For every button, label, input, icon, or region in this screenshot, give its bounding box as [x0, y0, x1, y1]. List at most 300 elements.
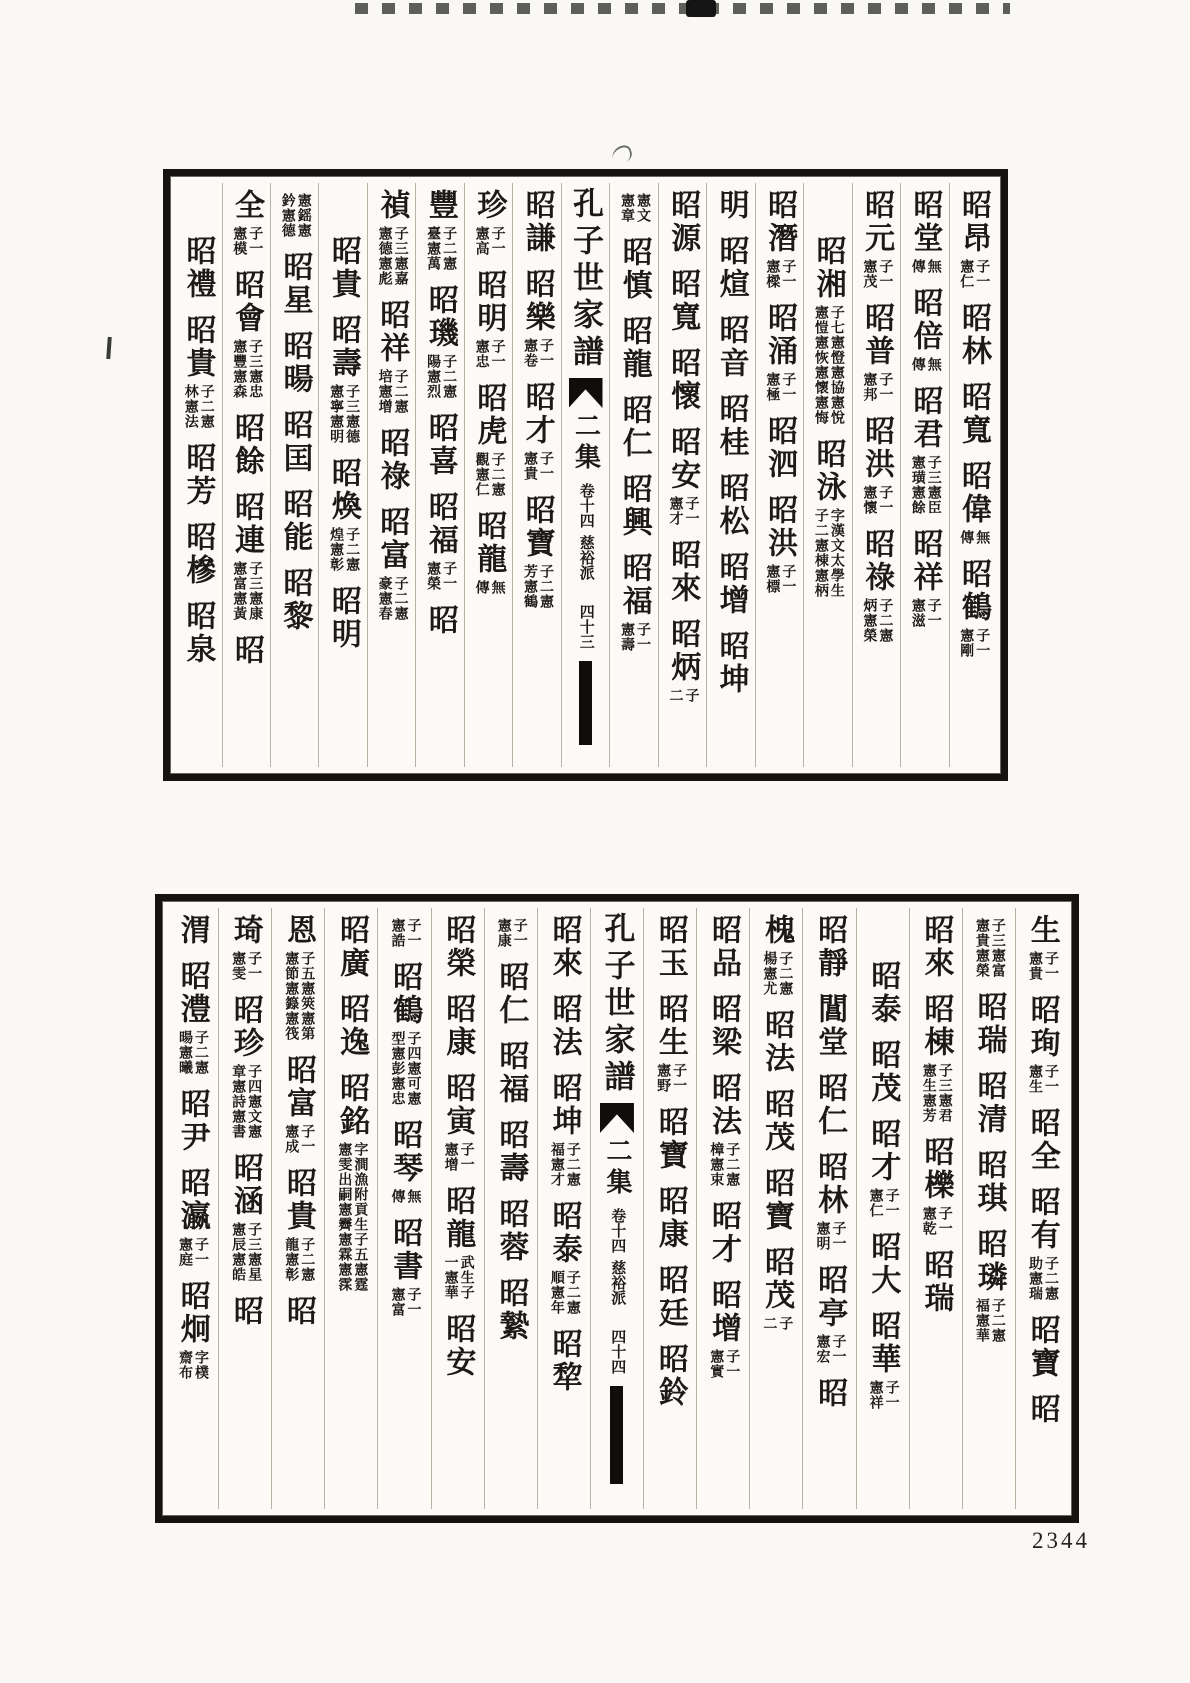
descendants-note — [867, 1380, 899, 1410]
descendants-note — [1026, 1064, 1058, 1094]
note-line: 子一 — [405, 918, 421, 948]
person-name: 昭華 — [866, 1310, 900, 1376]
descendants-note — [707, 1142, 739, 1187]
descendants-note — [813, 1334, 845, 1364]
genealogy-column — [1015, 908, 1068, 1509]
descendants-note — [763, 259, 795, 289]
note-line: 子一 — [1042, 1064, 1058, 1094]
person-name: 昭源 — [666, 189, 700, 255]
person-entry — [230, 189, 262, 256]
person-name: 昭寬 — [666, 268, 700, 334]
person-entry — [182, 521, 214, 587]
person-name: 昭茂 — [760, 1088, 794, 1154]
person-entry — [1026, 914, 1058, 981]
note-line: 子二憲 — [777, 951, 793, 996]
person-entry — [812, 235, 844, 425]
note-line: 一憲華 — [442, 1255, 458, 1300]
note-line: 型憲彭憲忠 — [389, 1031, 405, 1106]
person-name: 昭貴 — [181, 314, 215, 380]
person-name: 昭壽 — [326, 314, 360, 380]
note-line: 子一 — [538, 338, 554, 368]
person-entry — [707, 914, 739, 980]
person-entry — [761, 1167, 793, 1233]
note-line: 助憲瑞 — [1026, 1256, 1042, 1301]
person-entry — [548, 914, 580, 980]
note-line: 子一 — [671, 1063, 687, 1093]
person-name: 昭銘 — [335, 1072, 369, 1138]
person-name: 昭茂 — [760, 1246, 794, 1312]
person-entry — [763, 494, 795, 594]
person-name: 昭君 — [908, 385, 942, 451]
person-entry — [473, 510, 505, 595]
person-entry — [442, 1072, 474, 1172]
person-entry — [442, 1185, 474, 1300]
person-entry — [666, 618, 698, 703]
note-line: 憲康 — [495, 918, 511, 948]
descendants-note — [521, 338, 553, 368]
descendants-note — [521, 564, 553, 609]
note-line: 子二憲 — [392, 369, 408, 414]
person-name: 昭祥 — [375, 299, 409, 365]
note-line: 無 — [489, 580, 505, 595]
note-line: 樟憲束 — [708, 1142, 724, 1187]
person-name: 昭福 — [494, 1040, 528, 1106]
note-line: 憲明 — [814, 1221, 830, 1251]
person-entry — [909, 287, 941, 372]
note-line: 子二憲 — [441, 354, 457, 399]
person-name: 昭龍 — [441, 1185, 475, 1251]
note-line: 字樸 — [192, 1350, 208, 1380]
person-entry — [867, 1118, 899, 1218]
descendants-note — [229, 1222, 261, 1282]
note-line: 憲卷 — [522, 338, 538, 368]
genealogy-column — [512, 183, 560, 767]
note-line: 子一 — [883, 1188, 899, 1218]
person-name: 昭鶴 — [388, 961, 422, 1027]
descendants-note — [763, 372, 795, 402]
descendants-note — [230, 226, 262, 256]
person-entry — [495, 1040, 527, 1106]
descendants-note — [548, 1142, 580, 1187]
person-entry — [327, 235, 359, 301]
person-name: 昭福 — [423, 491, 457, 557]
person-entry — [327, 314, 359, 444]
note-line: 憲榮 — [425, 561, 441, 591]
person-name: 昭澧 — [175, 960, 209, 1026]
note-line: 子一 — [683, 496, 699, 526]
note-line: 憲雯出嗣憲霽憲霖憲霂 — [336, 1142, 352, 1292]
person-name: 昭榮 — [441, 914, 475, 980]
overflow-note-entry — [495, 914, 527, 948]
descendants-note — [376, 226, 408, 286]
person-name: 昭琪 — [972, 1149, 1006, 1215]
person-name: 昭富 — [375, 506, 409, 572]
person-entry — [376, 506, 408, 621]
note-line: 傳 — [389, 1189, 405, 1204]
note-line: 子二憲 — [564, 1270, 580, 1315]
note-line: 豪憲春 — [376, 576, 392, 621]
note-line: 憲標 — [764, 564, 780, 594]
note-line: 子二憲 — [1042, 1256, 1058, 1301]
note-line: 子一 — [299, 1124, 315, 1154]
descendants-note — [920, 1063, 952, 1123]
note-line: 憲璜憲餘 — [909, 455, 925, 515]
person-name: 昭明 — [326, 585, 360, 651]
folio-label: 四十四 — [609, 1329, 626, 1374]
note-line: 芳憲鶴 — [522, 564, 538, 609]
overflow-note-entry — [973, 914, 1005, 978]
person-name: 昭泗 — [763, 415, 797, 481]
note-line: 子二憲 — [564, 1142, 580, 1187]
note-line: 子一 — [489, 339, 505, 369]
person-name: 昭普 — [860, 302, 894, 368]
descendants-note — [812, 305, 844, 425]
note-line: 憲鎐憲 — [295, 193, 311, 238]
person-name: 昭祿 — [375, 427, 409, 493]
person-name: 昭逸 — [335, 993, 369, 1059]
note-line: 字漢文太學生 — [828, 508, 844, 598]
descendants-note — [230, 339, 262, 399]
person-entry — [958, 302, 990, 368]
note-line: 陽憲烈 — [425, 354, 441, 399]
branch-label: 慈裕派 — [609, 1260, 626, 1305]
note-line: 觀憲仁 — [473, 452, 489, 497]
descendants-note — [920, 1206, 952, 1236]
person-name: 昭仁 — [494, 961, 528, 1027]
person-entry — [618, 552, 650, 652]
descendants-note — [176, 1237, 208, 1267]
genealogy-column — [852, 183, 900, 767]
note-line: 子一 — [634, 622, 650, 652]
descendants-note — [957, 259, 989, 289]
person-entry — [388, 1217, 420, 1317]
note-line: 憲乾 — [920, 1206, 936, 1236]
person-name: 昭涵 — [228, 1152, 262, 1218]
person-entry — [495, 1119, 527, 1185]
person-entry — [182, 442, 214, 508]
title-column — [590, 908, 643, 1509]
note-line: 憲庭 — [176, 1237, 192, 1267]
descendants-note — [442, 1142, 474, 1172]
person-name: 昭潛 — [763, 189, 797, 255]
descendants-note — [548, 1270, 580, 1315]
person-name: 昭龍 — [617, 315, 651, 381]
genealogy-block-bottom — [155, 894, 1079, 1523]
person-name: 昭才 — [866, 1118, 900, 1184]
person-name: 昭璘 — [972, 1228, 1006, 1294]
person-entry — [182, 600, 214, 666]
note-line: 憲辰憲皓 — [230, 1222, 246, 1282]
genealogy-column — [270, 183, 318, 767]
person-name: 昭鶴 — [957, 558, 991, 624]
person-entry — [495, 1277, 527, 1343]
person-entry — [473, 269, 505, 369]
person-name: 昭玉 — [653, 914, 687, 980]
person-entry — [814, 1072, 846, 1138]
note-line: 子一 — [974, 628, 990, 658]
note-line: 憲誥 — [389, 918, 405, 948]
person-entry — [327, 457, 359, 572]
person-name: 昭來 — [547, 914, 581, 980]
person-name: 昭蓉 — [494, 1198, 528, 1264]
note-line: 憲生憲芳 — [920, 1063, 936, 1123]
person-name-continued: 明 — [714, 189, 748, 222]
person-name: 昭囯 — [278, 409, 312, 475]
person-name: 昭才 — [706, 1200, 740, 1266]
person-name: 昭洪 — [763, 494, 797, 560]
genealogy-column — [696, 908, 749, 1509]
note-line: 傳 — [909, 357, 925, 372]
person-entry — [812, 438, 844, 598]
person-name: 昭泉 — [181, 600, 215, 666]
descendants-note — [1026, 1256, 1058, 1301]
person-name: 昭泰 — [547, 1200, 581, 1266]
note-line: 傳 — [909, 259, 925, 274]
person-name: 昭縶 — [494, 1277, 528, 1343]
person-name: 昭才 — [520, 381, 554, 447]
person-entry — [715, 551, 747, 617]
section-bar — [610, 1386, 623, 1484]
person-name: 昭偉 — [957, 460, 991, 526]
person-entry — [814, 993, 846, 1059]
note-line: 福憲華 — [973, 1298, 989, 1343]
note-line: 二 — [667, 688, 683, 703]
person-name-continued: 渭 — [175, 914, 209, 947]
note-line: 憲忠 — [473, 339, 489, 369]
genealogy-column — [609, 183, 657, 767]
genealogy-column — [464, 183, 512, 767]
descendants-note — [957, 530, 989, 545]
person-name: 昭法 — [760, 1009, 794, 1075]
person-entry — [973, 1228, 1005, 1343]
volume-label: 卷十四 — [609, 1208, 626, 1253]
note-line: 憲壽 — [618, 622, 634, 652]
person-name: 昭林 — [957, 302, 991, 368]
person-entry — [654, 1343, 686, 1409]
note-line: 憲富 — [389, 1287, 405, 1317]
person-entry — [715, 630, 747, 696]
note-line: 子七憲憕憲協憲悅 — [828, 305, 844, 425]
fishtail-mark — [600, 1103, 634, 1133]
person-entry — [667, 189, 699, 255]
descendants-note — [388, 1031, 420, 1106]
person-entry — [666, 426, 698, 526]
person-entry — [1026, 1186, 1058, 1301]
note-line: 子二憲 — [989, 1298, 1005, 1343]
note-line: 子二憲 — [392, 576, 408, 621]
note-line: 憲文 — [634, 193, 650, 223]
person-entry — [763, 302, 795, 402]
person-name: 昭星 — [278, 251, 312, 317]
person-entry — [813, 1151, 845, 1251]
person-entry — [282, 1054, 314, 1154]
person-entry — [548, 1328, 580, 1394]
descendants-note — [760, 1316, 792, 1331]
descendants-note — [376, 369, 408, 414]
genealogy-column — [802, 908, 855, 1509]
note-line: 子三憲星 — [246, 1222, 262, 1282]
person-name: 昭寬 — [957, 381, 991, 447]
descendants-note — [707, 1349, 739, 1379]
genealogy-column — [367, 183, 415, 767]
note-line: 憲極 — [764, 372, 780, 402]
note-line: 憲貴 — [1026, 951, 1042, 981]
note-line: 憲滋 — [909, 598, 925, 628]
note-line: 子一 — [247, 226, 263, 256]
person-name: 昭 — [228, 1295, 262, 1328]
collection-label: 二集 — [602, 1137, 632, 1199]
descendants-note — [760, 951, 792, 996]
note-line: 憲增 — [442, 1142, 458, 1172]
person-entry — [761, 1088, 793, 1154]
descendants-note — [860, 485, 892, 515]
note-line: 子三憲臣 — [925, 455, 941, 515]
title-column — [561, 183, 609, 767]
note-line: 憲雯 — [230, 951, 246, 981]
person-entry — [973, 991, 1005, 1057]
descendants-note — [442, 1255, 474, 1300]
person-entry — [707, 1072, 739, 1187]
note-line: 憲才 — [667, 496, 683, 526]
genealogy-column — [318, 183, 366, 767]
descendants-note — [867, 1188, 899, 1218]
note-line: 二 — [761, 1316, 777, 1331]
person-name: 昭虎 — [472, 382, 506, 448]
person-entry — [229, 1152, 261, 1282]
person-name: 昭倍 — [908, 287, 942, 353]
descendants-note — [282, 1124, 314, 1154]
note-line: 子二憲 — [192, 1030, 208, 1075]
person-name: 昭泳 — [811, 438, 845, 504]
person-name: 昭品 — [706, 914, 740, 980]
note-line: 無 — [925, 259, 941, 274]
note-line: 憲高 — [473, 226, 489, 256]
person-entry — [667, 539, 699, 605]
genealogy-column — [643, 908, 696, 1509]
note-line: 子一 — [936, 1206, 952, 1236]
person-entry — [654, 1106, 686, 1172]
person-name: 昭炯 — [175, 1280, 209, 1346]
folio-label: 四十三 — [577, 604, 594, 649]
descendants-note — [618, 622, 650, 652]
overflow-note — [495, 918, 527, 948]
note-line: 無 — [405, 1189, 421, 1204]
person-entry — [867, 1231, 899, 1297]
person-name: 昭能 — [278, 488, 312, 554]
descendants-note — [860, 259, 892, 289]
descendants-note — [230, 561, 262, 621]
overflow-note-entry — [279, 189, 311, 238]
descendants-note — [763, 564, 795, 594]
note-line: 子二憲 — [198, 384, 214, 429]
person-name: 昭湘 — [811, 235, 845, 301]
person-name: 昭犂 — [547, 1328, 581, 1394]
person-entry — [521, 268, 553, 368]
person-entry — [654, 1185, 686, 1251]
person-name: 昭 — [1025, 1393, 1059, 1426]
person-entry — [763, 189, 795, 289]
person-entry — [860, 302, 892, 402]
descendants-note — [860, 372, 892, 402]
genealogy-column — [218, 908, 271, 1509]
person-entry — [176, 960, 208, 1075]
person-entry — [920, 1136, 952, 1236]
person-entry — [957, 558, 989, 658]
genealogy-column — [537, 908, 590, 1509]
person-entry — [424, 491, 456, 591]
genealogy-column — [856, 908, 909, 1509]
note-line: 憲實 — [708, 1349, 724, 1379]
genealogy-column — [377, 908, 430, 1509]
person-entry — [335, 1072, 367, 1292]
note-line: 炳憲榮 — [861, 598, 877, 643]
person-entry — [521, 189, 553, 255]
person-name: 昭茂 — [866, 1039, 900, 1105]
descendants-note — [1026, 951, 1058, 981]
person-name: 昭泰 — [866, 960, 900, 1026]
person-entry — [548, 993, 580, 1059]
person-name: 昭芳 — [181, 442, 215, 508]
genealogy-block-top — [163, 169, 1008, 781]
person-name: 昭 — [281, 1295, 315, 1328]
person-name-continued: 恩 — [281, 914, 315, 947]
note-line: 憲樑 — [764, 259, 780, 289]
note-line: 子一 — [780, 372, 796, 402]
person-name: 昭璣 — [423, 284, 457, 350]
fishtail-mark — [569, 378, 603, 408]
note-line: 憲貴憲榮 — [973, 918, 989, 978]
person-name: 昭靜 — [813, 914, 847, 980]
note-line: 憲豐憲森 — [231, 339, 247, 399]
note-line: 憲剛 — [958, 628, 974, 658]
note-line: 齋布 — [176, 1350, 192, 1380]
person-name: 昭興 — [617, 473, 651, 539]
genealogy-column — [755, 183, 803, 767]
person-name: 昭壽 — [494, 1119, 528, 1185]
descendants-note — [521, 451, 553, 481]
person-entry — [860, 189, 892, 289]
note-line: 章憲詩憲書 — [230, 1064, 246, 1139]
person-entry — [473, 189, 505, 256]
scan-artifact-left-tick — [106, 337, 112, 359]
note-line: 子一 — [974, 259, 990, 289]
note-line: 子一 — [458, 1142, 474, 1172]
person-name: 昭安 — [666, 426, 700, 492]
person-entry — [176, 1088, 208, 1154]
person-entry — [860, 528, 892, 643]
person-name: 昭琴 — [388, 1119, 422, 1185]
descendants-note — [909, 357, 941, 372]
note-line: 子一 — [441, 561, 457, 591]
person-entry — [279, 330, 311, 396]
person-entry — [424, 412, 456, 478]
note-line: 憲仁 — [867, 1188, 883, 1218]
descendants-note — [973, 1298, 1005, 1343]
person-name: 昭禮 — [181, 235, 215, 301]
person-name-continued: 珍 — [472, 189, 506, 222]
person-name: 昭謙 — [520, 189, 554, 255]
genealogy-column — [222, 183, 270, 767]
note-line: 子一 — [883, 1380, 899, 1410]
descendants-note — [909, 259, 941, 274]
note-line: 子五憲筴憲第 — [299, 951, 315, 1041]
person-name: 昭貴 — [281, 1167, 315, 1233]
person-name: 昭珣 — [1025, 994, 1059, 1060]
person-entry — [860, 415, 892, 515]
note-line: 憲章 — [618, 193, 634, 223]
note-line: 順憲年 — [548, 1270, 564, 1315]
page-number: 2344 — [1032, 1528, 1090, 1553]
